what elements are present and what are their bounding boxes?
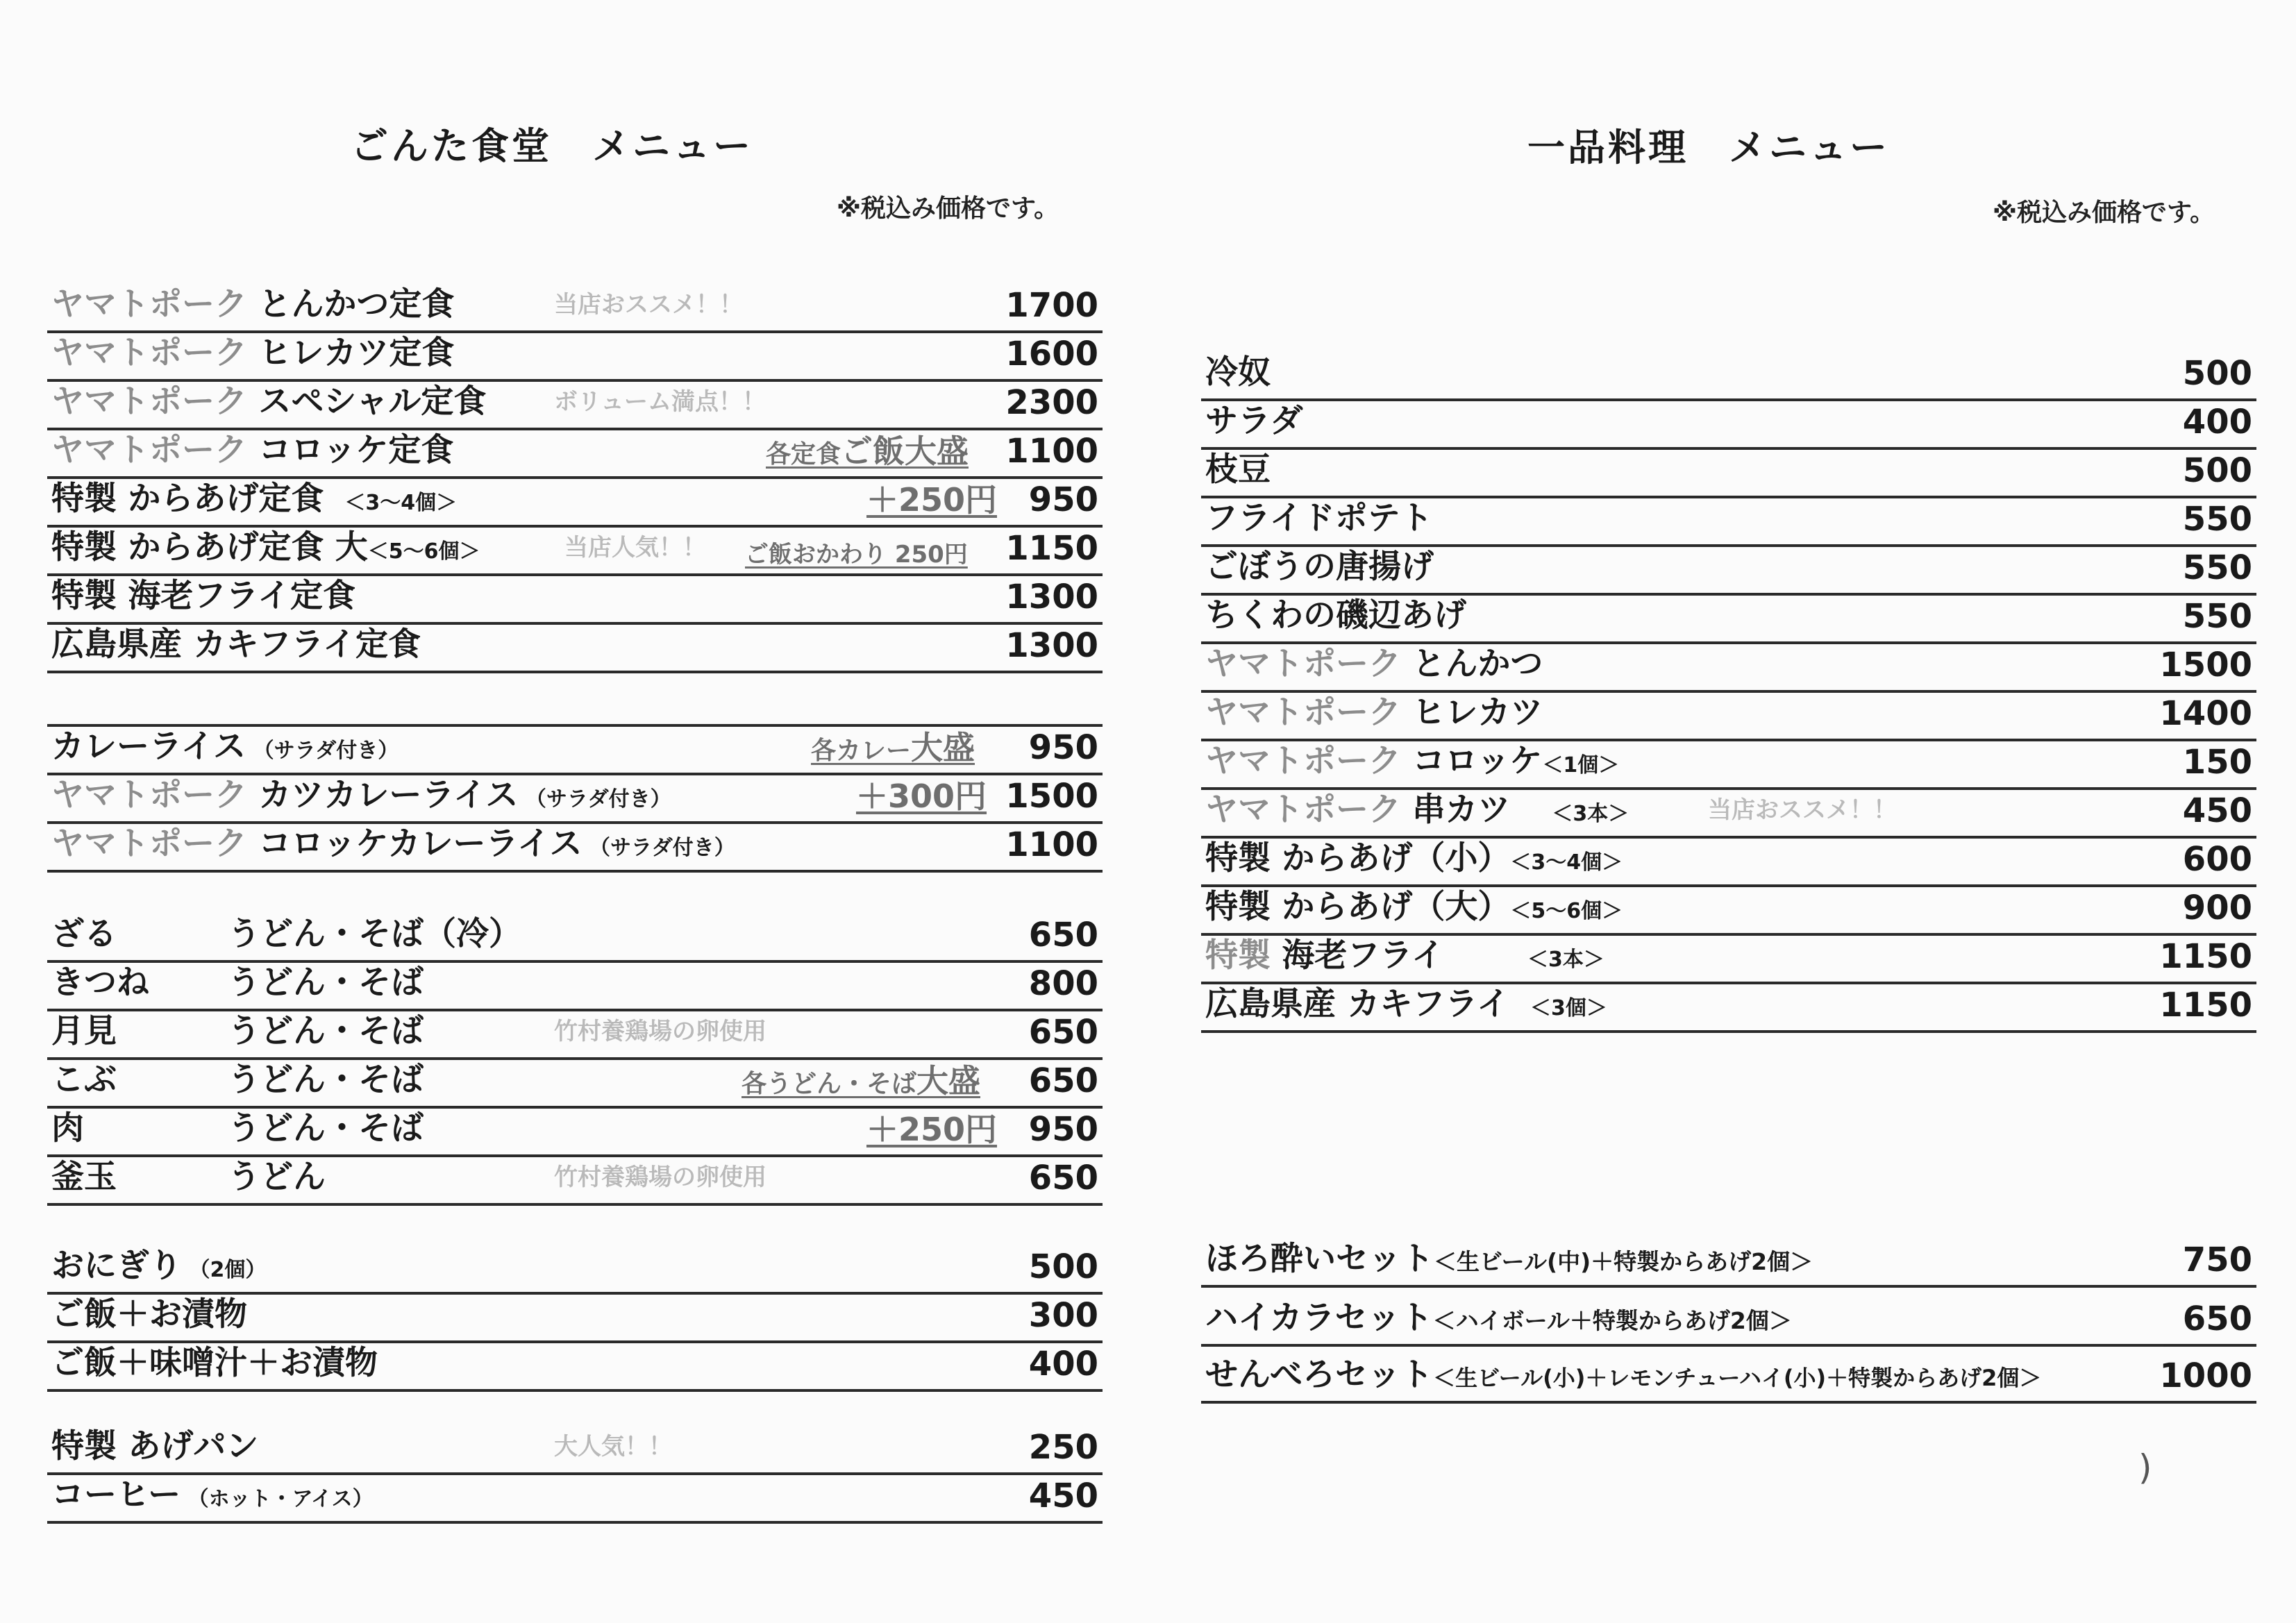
item-noodle: うどん・そば (228, 1012, 424, 1050)
item-name: 広島県産 カキフライ定食 (51, 625, 421, 664)
pencil-mark: ) (2138, 1447, 2152, 1488)
item-prefix: ヤマトポーク (51, 285, 247, 323)
item-price: 650 (1028, 1061, 1098, 1100)
menu-row (1201, 790, 2256, 839)
item-price: 650 (1028, 1159, 1098, 1197)
item-name: とんかつ (1401, 645, 1543, 683)
menu-row (1201, 984, 2256, 1033)
item-detail: （ホット・アイス） (181, 1487, 374, 1511)
item-price: 550 (2182, 597, 2252, 636)
item-prefix: ヤマトポーク (51, 825, 247, 863)
item-prefix: ヤマトポーク (1205, 693, 1401, 732)
set-row (1201, 1288, 2256, 1347)
plus-300-note: ＋300円 (856, 777, 987, 815)
item-name: 肉 (51, 1109, 84, 1147)
item-name: 特製 からあげ定食 (51, 480, 324, 518)
udon-omori-note: 各うどん・そば大盛 (741, 1062, 981, 1100)
menu-row (47, 479, 1103, 528)
item-price: 500 (2182, 354, 2252, 393)
menu-row (47, 1343, 1103, 1392)
menu-row (1201, 498, 2256, 547)
item-name: ヒレカツ定食 (247, 334, 455, 372)
menu-row (1201, 839, 2256, 887)
item-prefix: ヤマトポーク (1205, 645, 1401, 683)
item-price: 1600 (1005, 335, 1098, 373)
menu-row (47, 1295, 1103, 1343)
item-prefix: ヤマトポーク (51, 382, 247, 421)
item-prefix: ヤマトポーク (1205, 791, 1401, 829)
item-price: 400 (1028, 1345, 1098, 1384)
set-name: ほろ酔いセット (1205, 1240, 1434, 1278)
recommend-note: 当店おススメ！！ (554, 291, 743, 319)
menu-row (47, 576, 1103, 625)
item-name: 広島県産 カキフライ (1205, 985, 1509, 1023)
teishoku-omori-note: 各定食ご飯大盛 (766, 432, 969, 470)
item-price: 950 (1028, 728, 1098, 767)
menu-row (47, 824, 1103, 873)
item-name: コロッケカレーライス (247, 825, 583, 863)
menu-row (47, 430, 1103, 479)
menu-row (47, 1427, 1103, 1475)
menu-row (47, 775, 1103, 824)
menu-row (47, 285, 1103, 333)
menu-row (1201, 693, 2256, 741)
menu-row (47, 382, 1103, 430)
set-price: 1000 (2159, 1356, 2252, 1395)
menu-row (47, 625, 1103, 673)
item-price: 550 (2182, 500, 2252, 539)
curry-omori-note: 各カレー大盛 (811, 729, 975, 766)
set-name: ハイカラセット (1205, 1299, 1433, 1337)
item-price: 550 (2182, 548, 2252, 587)
set-name: せんべろセット (1205, 1356, 1434, 1394)
item-detail: （サラダ付き） (518, 787, 671, 812)
item-detail: ＜3個＞ (1509, 996, 1607, 1020)
menu-row (47, 914, 1103, 963)
item-price: 800 (1028, 964, 1098, 1003)
item-prefix: ヤマトポーク (51, 776, 247, 814)
menu-row (1201, 547, 2256, 596)
item-price: 400 (2182, 403, 2252, 442)
item-noodle: うどん・そば (228, 1061, 424, 1099)
item-name: フライドポテト (1205, 499, 1433, 537)
recommend-note: 当店おススメ！！ (1708, 796, 1897, 824)
menu-row (47, 1109, 1103, 1157)
item-name: きつね (51, 964, 149, 1002)
item-name: 特製 からあげ（小） (1205, 839, 1511, 877)
right-menu-title: 一品料理 メニュー (1527, 126, 1890, 169)
item-name: 冷奴 (1205, 353, 1271, 392)
item-name: 特製 からあげ（大） (1205, 888, 1511, 926)
item-noodle: うどん (228, 1158, 326, 1196)
item-price: 500 (1028, 1247, 1098, 1286)
item-name: カレーライス (51, 728, 246, 766)
item-price: 650 (1028, 1013, 1098, 1052)
item-prefix: ヤマトポーク (51, 334, 247, 372)
item-price: 1500 (2159, 646, 2252, 684)
item-price: 1100 (1005, 825, 1098, 864)
item-name: ちくわの磯辺あげ (1205, 596, 1466, 634)
menu-row (47, 1011, 1103, 1060)
refill-note: ご飯おかわり 250円 (745, 541, 968, 569)
item-price: 900 (2182, 889, 2252, 927)
menu-row (47, 528, 1103, 576)
popular-note: 大人気！！ (554, 1433, 672, 1461)
menu-row (1201, 401, 2256, 450)
item-price: 1100 (1005, 432, 1098, 471)
item-name: 海老フライ (1271, 936, 1444, 975)
menu-row (47, 963, 1103, 1011)
menu-row (1201, 644, 2256, 693)
menu-row (47, 1060, 1103, 1109)
menu-row (1201, 887, 2256, 936)
item-name: こぶ (51, 1061, 117, 1099)
set-detail: ＜生ビール(小)＋レモンチューハイ(小)＋特製からあげ2個＞ (1433, 1365, 2042, 1391)
item-price: 950 (1028, 480, 1098, 519)
item-price: 150 (2182, 743, 2252, 782)
item-name: ご飯＋味噌汁＋お漬物 (51, 1344, 378, 1382)
volume-note: ボリューム満点！！ (554, 388, 766, 416)
left-menu-title: ごんた食堂 メニュー (351, 124, 753, 168)
item-name: ごぼうの唐揚げ (1205, 548, 1434, 586)
item-name: コロッケ (1401, 742, 1543, 780)
item-detail: ＜3本＞ (1510, 802, 1629, 826)
menu-row (47, 333, 1103, 382)
set-detail: ＜生ビール(中)＋特製からあげ2個＞ (1434, 1248, 1813, 1275)
set-detail: ＜ハイボール＋特製からあげ2個＞ (1432, 1307, 1792, 1334)
set-price: 750 (2182, 1241, 2252, 1279)
set-row (1201, 1232, 2256, 1288)
menu-row (1201, 936, 2256, 984)
item-name: コーヒー (51, 1476, 181, 1514)
item-name: 串カツ (1401, 791, 1511, 829)
left-tax-note: ※税込み価格です。 (837, 194, 1059, 223)
item-name: ざる (51, 915, 117, 953)
item-price: 450 (2182, 791, 2252, 830)
item-noodle: うどん・そば (228, 1109, 424, 1147)
item-price: 1150 (2159, 986, 2252, 1025)
item-prefix: ヤマトポーク (1205, 742, 1401, 780)
menu-row (1201, 596, 2256, 644)
item-name: 特製 海老フライ定食 (51, 577, 355, 615)
item-noodle: うどん・そば (228, 964, 424, 1002)
item-detail: （サラダ付き） (582, 836, 735, 860)
item-name: サラダ (1205, 402, 1303, 440)
egg-note: 竹村養鶏場の卵使用 (554, 1163, 766, 1191)
menu-row (47, 1246, 1103, 1295)
item-detail: ＜1個＞ (1542, 753, 1620, 777)
item-price: 500 (2182, 451, 2252, 490)
item-price: 600 (2182, 840, 2252, 879)
item-detail: ＜3本＞ (1443, 948, 1604, 972)
item-name: 釜玉 (51, 1158, 117, 1196)
menu-row (47, 727, 1103, 775)
item-price: 650 (1028, 916, 1098, 955)
item-price: 1400 (2159, 694, 2252, 733)
item-name: ヒレカツ (1401, 693, 1543, 732)
menu-row (1201, 450, 2256, 498)
item-name: 月見 (51, 1012, 117, 1050)
item-price: 1150 (1005, 529, 1098, 568)
item-price: 1300 (1005, 578, 1098, 616)
set-row (1201, 1347, 2256, 1404)
item-detail: ＜3～4個＞ (1510, 850, 1623, 875)
item-detail: （サラダ付き） (246, 739, 399, 763)
item-detail: ＜5～6個＞ (367, 539, 480, 564)
item-price: 300 (1028, 1296, 1098, 1335)
item-name: ご飯＋お漬物 (51, 1295, 247, 1334)
right-tax-note: ※税込み価格です。 (1993, 199, 2215, 227)
item-price: 2300 (1005, 383, 1098, 422)
menu-row (1201, 741, 2256, 790)
item-price: 1300 (1005, 626, 1098, 665)
item-price: 950 (1028, 1110, 1098, 1149)
popular-note: 当店人気！！ (564, 534, 706, 562)
plus-250-note: ＋250円 (866, 481, 998, 519)
menu-row (47, 1157, 1103, 1206)
item-name: スペシャル定食 (247, 382, 487, 421)
plus-250-note: ＋250円 (866, 1111, 998, 1148)
item-name: おにぎり (51, 1247, 182, 1285)
item-name: カツカレーライス (247, 776, 519, 814)
item-name: 枝豆 (1205, 451, 1271, 489)
item-name: 特製 からあげ定食 大 (51, 528, 368, 566)
menu-row (47, 1475, 1103, 1524)
item-price: 450 (1028, 1477, 1098, 1515)
item-detail: （2個） (182, 1258, 267, 1282)
item-prefix: ヤマトポーク (51, 431, 247, 469)
menu-row (1201, 353, 2256, 401)
item-name: 特製 あげパン (51, 1427, 259, 1465)
egg-note: 竹村養鶏場の卵使用 (554, 1018, 766, 1045)
item-detail: ＜5～6個＞ (1510, 899, 1623, 923)
item-price: 1700 (1005, 286, 1098, 325)
item-name: とんかつ定食 (247, 285, 455, 323)
item-name: コロッケ定食 (247, 431, 454, 469)
item-prefix: 特製 (1205, 936, 1271, 975)
group-separator (47, 678, 1103, 727)
item-price: 1150 (2159, 937, 2252, 976)
item-price: 1500 (1005, 777, 1098, 816)
item-detail: ＜3～4個＞ (324, 491, 458, 515)
item-price: 250 (1028, 1428, 1098, 1467)
item-noodle: うどん・そば（冷） (228, 915, 521, 953)
set-price: 650 (2182, 1300, 2252, 1338)
